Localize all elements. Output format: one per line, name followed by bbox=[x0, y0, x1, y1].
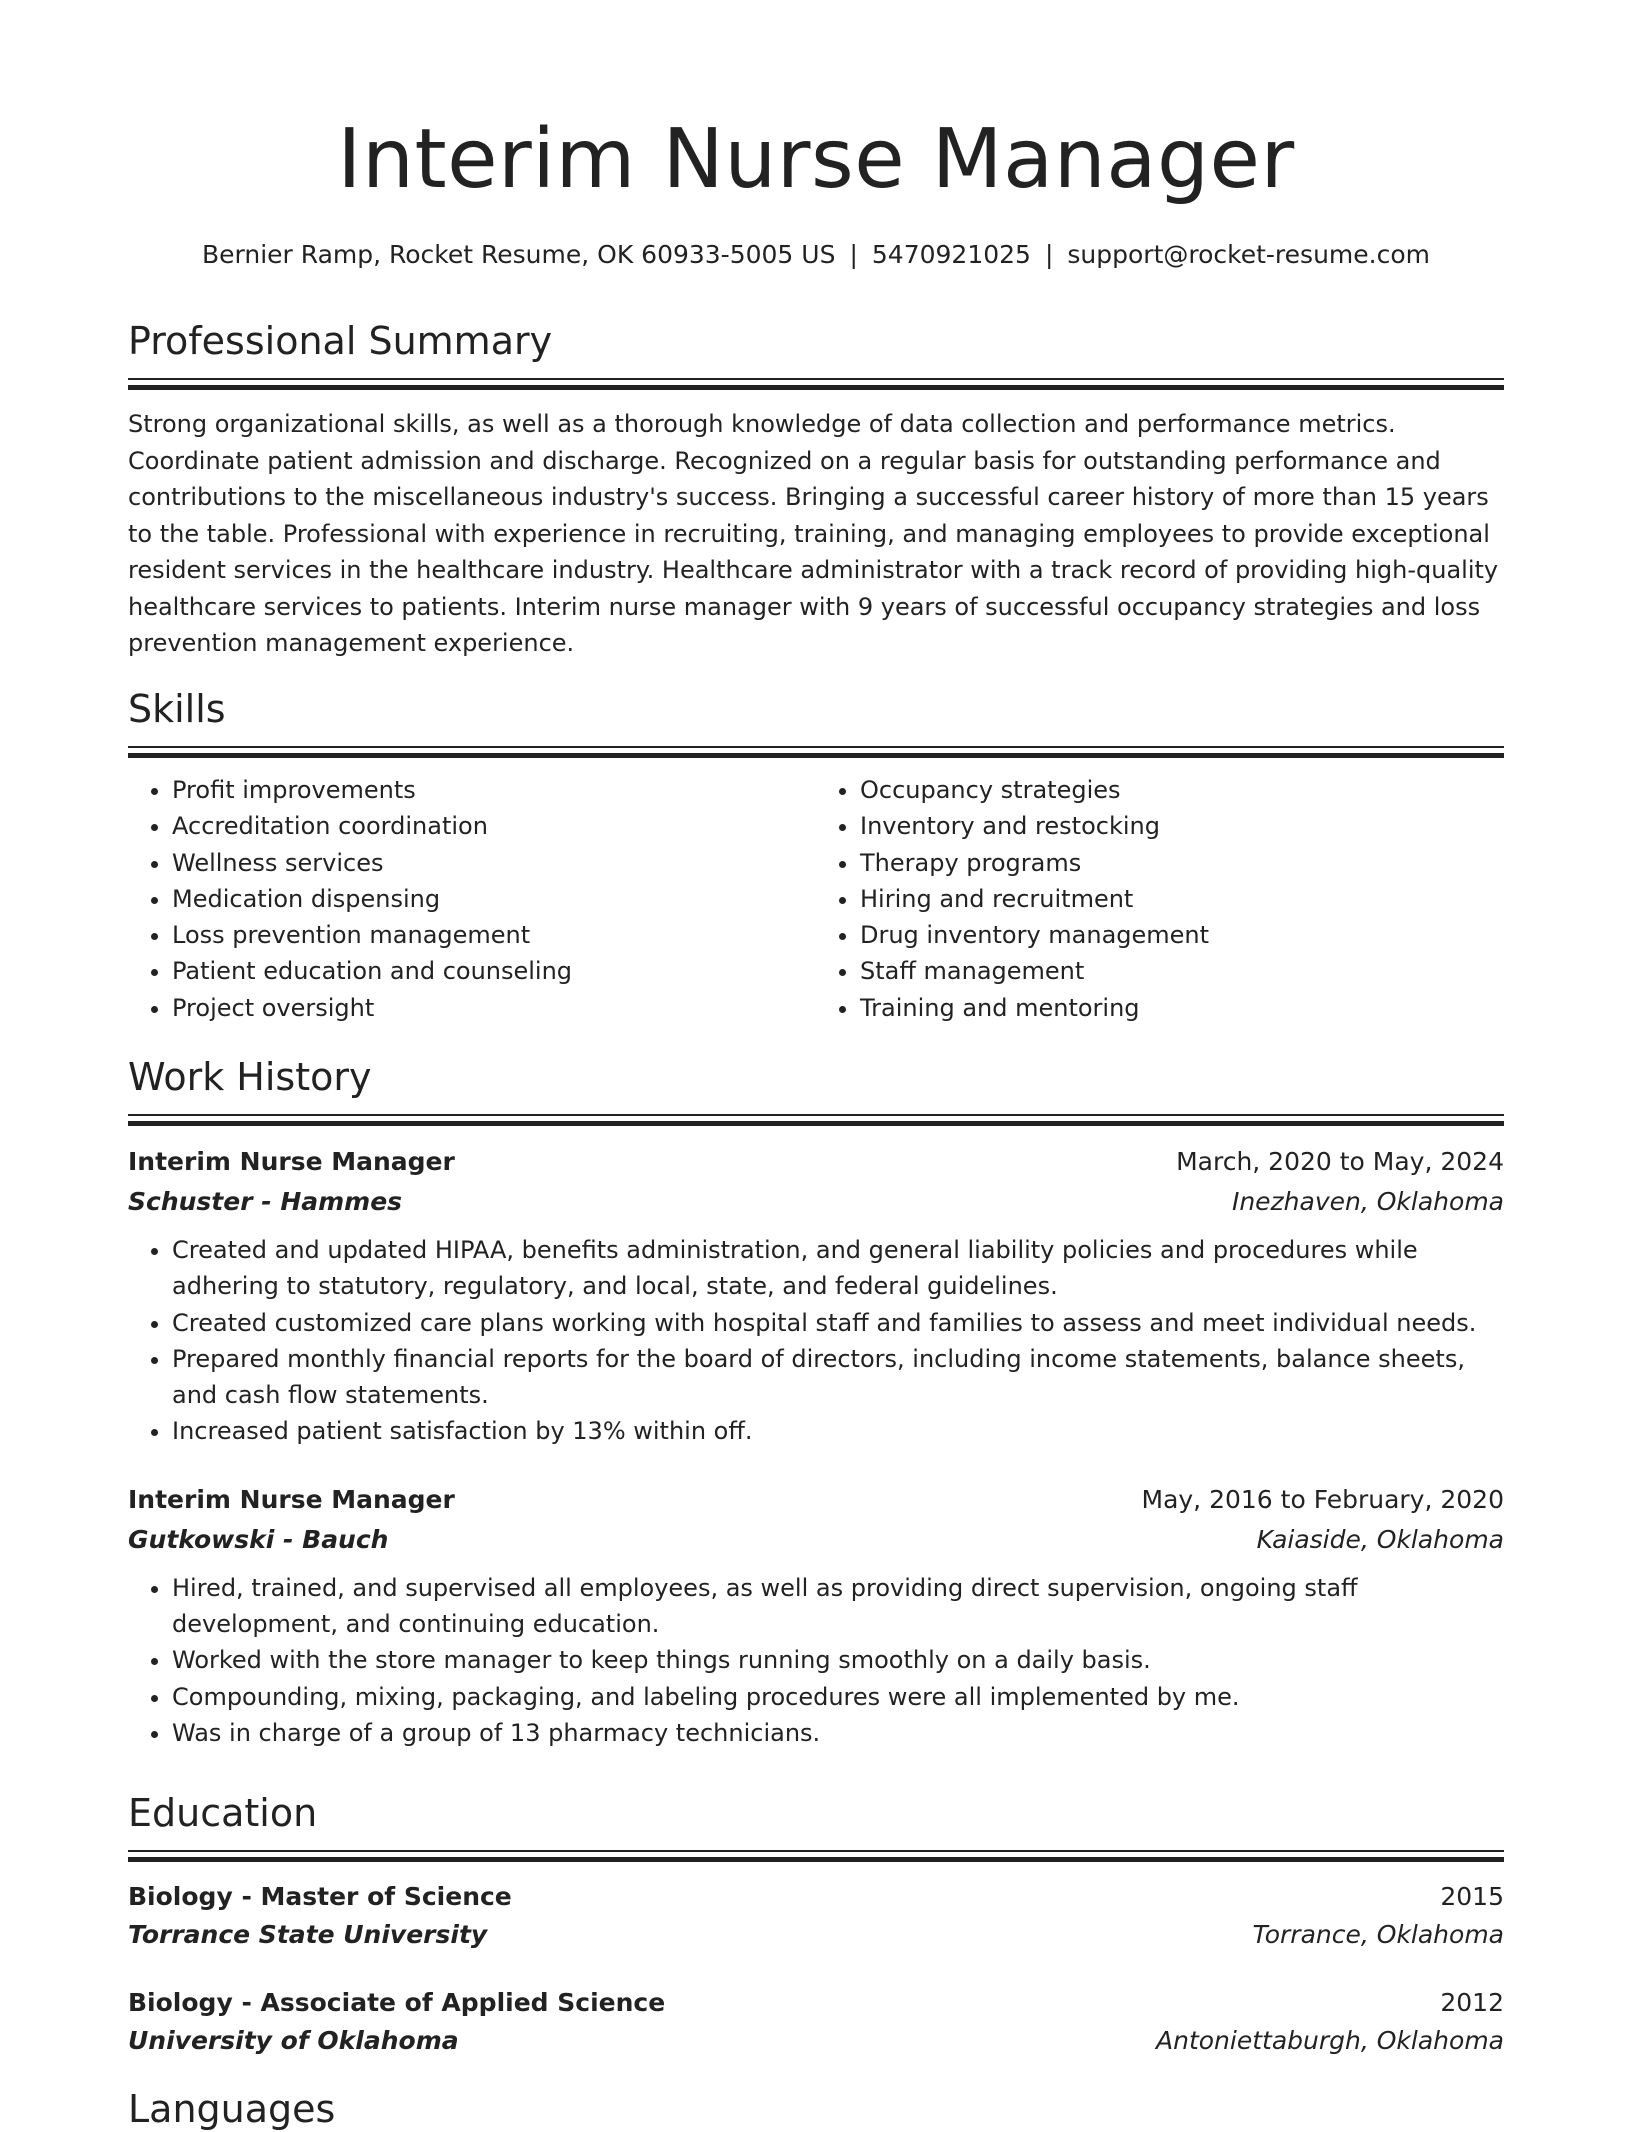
education-school-row bbox=[128, 2022, 1504, 2060]
job-header-row bbox=[128, 1142, 1504, 1182]
summary-text: Strong organizational skills, as well as a thorough knowledge of data collection and performance metrics. Coordinate patient admission and discharge. Recognized on a regular basis for outstanding performance and contributions to the miscellaneous industry's success. Bringing a successful career history of more than 15 years to the table. Professional with experience in recruiting, training, and managing employees to provide exceptional resident services in the healthcare industry. Healthcare administrator with a track record of providing high-quality healthcare services to patients. Interim nurse manager with 9 years of successful occupancy strategies and loss prevention management experience. bbox=[128, 410, 1499, 657]
section-divider bbox=[128, 1850, 1504, 1862]
skills-list-left bbox=[128, 772, 816, 1026]
contact-line bbox=[128, 240, 1504, 269]
education-entry bbox=[128, 1984, 1504, 2060]
job-bullets bbox=[128, 1570, 1504, 1751]
education-school: Torrance State University bbox=[128, 1920, 488, 1949]
job-location: Kaiaside, Oklahoma bbox=[1256, 1524, 1504, 1554]
section-divider bbox=[128, 1114, 1504, 1126]
skill-item: • Occupancy strategies bbox=[860, 772, 1504, 808]
job-bullet: • Was in charge of a group of 13 pharmacy technicians. bbox=[172, 1715, 1504, 1751]
job-bullet: • Prepared monthly financial reports for the board of directors, including income statements, balance sheets, and cash flow statements. bbox=[172, 1341, 1504, 1414]
job-entry bbox=[128, 1142, 1504, 1450]
job-location: Inezhaven, Oklahoma bbox=[1231, 1187, 1504, 1216]
job-title: Interim Nurse Manager bbox=[128, 1147, 455, 1176]
languages-heading: Languages bbox=[128, 2087, 336, 2131]
skills-heading: Skills bbox=[128, 687, 226, 731]
job-dates: May, 2016 to February, 2020 bbox=[1141, 1484, 1504, 1514]
skill-item: • Medication dispensing bbox=[172, 881, 816, 917]
contact-phone: 5470921025 bbox=[871, 240, 1031, 269]
education-school: University of Oklahoma bbox=[128, 2026, 459, 2055]
skill-item: • Project oversight bbox=[172, 990, 816, 1026]
education-degree: Biology - Master of Science bbox=[128, 1882, 512, 1911]
skill-item: • Drug inventory management bbox=[860, 917, 1504, 953]
skill-item: • Loss prevention management bbox=[172, 917, 816, 953]
skill-item: • Staff management bbox=[860, 953, 1504, 989]
education-heading: Education bbox=[128, 1791, 318, 1835]
education-year: 2012 bbox=[1440, 1988, 1504, 2017]
job-bullet: • Increased patient satisfaction by 13% within off. bbox=[172, 1413, 1504, 1449]
work-heading: Work History bbox=[128, 1055, 372, 1099]
skill-item: • Accreditation coordination bbox=[172, 808, 816, 844]
section-divider bbox=[128, 378, 1504, 390]
skill-item: • Inventory and restocking bbox=[860, 808, 1504, 844]
skills-columns bbox=[128, 772, 1504, 1026]
skill-item: • Wellness services bbox=[172, 845, 816, 881]
education-section bbox=[128, 1790, 1504, 2060]
job-company: Gutkowski - Bauch bbox=[128, 1524, 389, 1554]
education-degree: Biology - Associate of Applied Science bbox=[128, 1988, 666, 2017]
education-entry bbox=[128, 1878, 1504, 1954]
section-divider bbox=[128, 746, 1504, 758]
contact-address: Bernier Ramp, Rocket Resume, OK 60933-5005 US bbox=[201, 240, 836, 269]
job-bullet: • Worked with the store manager to keep things running smoothly on a daily basis. bbox=[172, 1642, 1504, 1678]
job-bullets bbox=[128, 1232, 1504, 1450]
job-bullet: • Hired, trained, and supervised all employees, as well as providing direct supervision, ongoing staff development, and continuing education. bbox=[172, 1570, 1504, 1643]
job-dates: March, 2020 to May, 2024 bbox=[1176, 1147, 1504, 1176]
skills-list-right bbox=[816, 772, 1504, 1026]
job-bullet: • Compounding, mixing, packaging, and labeling procedures were all implemented by me. bbox=[172, 1679, 1504, 1715]
skill-item: • Hiring and recruitment bbox=[860, 881, 1504, 917]
education-location: Torrance, Oklahoma bbox=[1252, 1920, 1504, 1949]
skill-item: • Training and mentoring bbox=[860, 990, 1504, 1026]
summary-section bbox=[128, 318, 1504, 662]
job-company-row bbox=[128, 1182, 1504, 1222]
job-header-row bbox=[128, 1480, 1504, 1520]
job-company-row bbox=[128, 1520, 1504, 1560]
summary-heading: Professional Summary bbox=[128, 319, 553, 363]
work-section bbox=[128, 1054, 1504, 1751]
skill-item: • Profit improvements bbox=[172, 772, 816, 808]
skill-item: • Patient education and counseling bbox=[172, 953, 816, 989]
job-company: Schuster - Hammes bbox=[128, 1187, 403, 1216]
education-location: Antoniettaburgh, Oklahoma bbox=[1156, 2026, 1504, 2055]
languages-section bbox=[128, 2086, 1504, 2132]
education-degree-row bbox=[128, 1984, 1504, 2022]
skill-item: • Therapy programs bbox=[860, 845, 1504, 881]
job-title: Interim Nurse Manager bbox=[128, 1484, 455, 1514]
contact-email: support@rocket-resume.com bbox=[1067, 240, 1430, 269]
education-school-row bbox=[128, 1916, 1504, 1954]
skills-section bbox=[128, 686, 1504, 1026]
job-entry bbox=[128, 1480, 1504, 1751]
job-bullet: • Created customized care plans working with hospital staff and families to assess and meet individual needs. bbox=[172, 1305, 1504, 1341]
contact-separator: | bbox=[849, 240, 858, 269]
resume-title: Interim Nurse Manager bbox=[337, 112, 1295, 207]
contact-separator: | bbox=[1044, 240, 1054, 269]
education-degree-row bbox=[128, 1878, 1504, 1916]
education-year: 2015 bbox=[1440, 1882, 1504, 1911]
job-bullet: • Created and updated HIPAA, benefits administration, and general liability policies and procedures while adhering to statutory, regulatory, and local, state, and federal guidelines. bbox=[172, 1232, 1504, 1305]
